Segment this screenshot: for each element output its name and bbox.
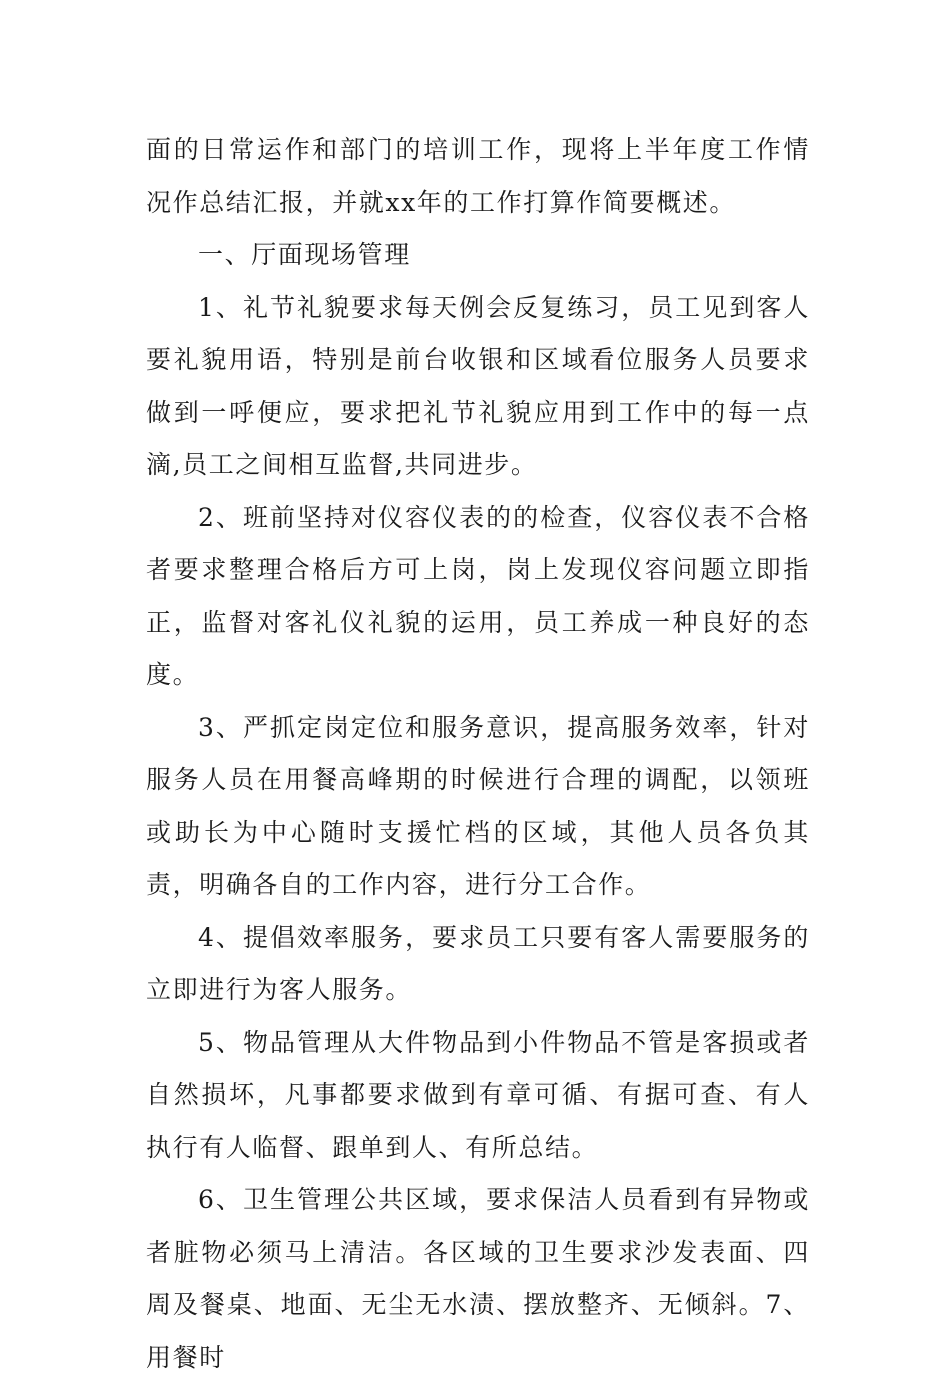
section-heading-floor-management: 一、厅面现场管理: [198, 240, 411, 269]
paragraph-item-3-positions: 3、严抓定岗定位和服务意识，提高服务效率，针对服务人员在用餐高峰期的时候进行合理的调配，以领班或助长为中心随时支援忙档的区域，其他人员各负其责，明确各自的工作内容，进行分工合作。: [146, 712, 810, 899]
paragraph-intro-continued: 面的日常运作和部门的培训工作，现将上半年度工作情况作总结汇报，并就xx年的工作打算作简要概述。: [146, 135, 810, 217]
paragraph-item-2-appearance: 2、班前坚持对仪容仪表的的检查，仪容仪表不合格者要求整理合格后方可上岗，岗上发现仪容问题立即指正，监督对客礼仪礼貌的运用，员工养成一种良好的态度。: [146, 502, 810, 689]
paragraph-item-6-hygiene: 6、卫生管理公共区域，要求保洁人员看到有异物或者脏物必须马上清洁。各区域的卫生要求沙发表面、四周及餐桌、地面、无尘无水渍、摆放整齐、无倾斜。7、用餐时: [146, 1185, 810, 1372]
document-body: [146, 124, 810, 1384]
paragraph-item-5-items: 5、物品管理从大件物品到小件物品不管是客损或者自然损坏，凡事都要求做到有章可循、有据可查、有人执行有人临督、跟单到人、有所总结。: [146, 1027, 810, 1162]
paragraph-item-4-efficiency: 4、提倡效率服务，要求员工只要有客人需要服务的立即进行为客人服务。: [146, 922, 810, 1004]
paragraph-item-1-etiquette: 1、礼节礼貌要求每天例会反复练习，员工见到客人要礼貌用语，特别是前台收银和区域看位服务人员要求做到一呼便应，要求把礼节礼貌应用到工作中的每一点滴,员工之间相互监督,共同进步。: [146, 292, 810, 479]
